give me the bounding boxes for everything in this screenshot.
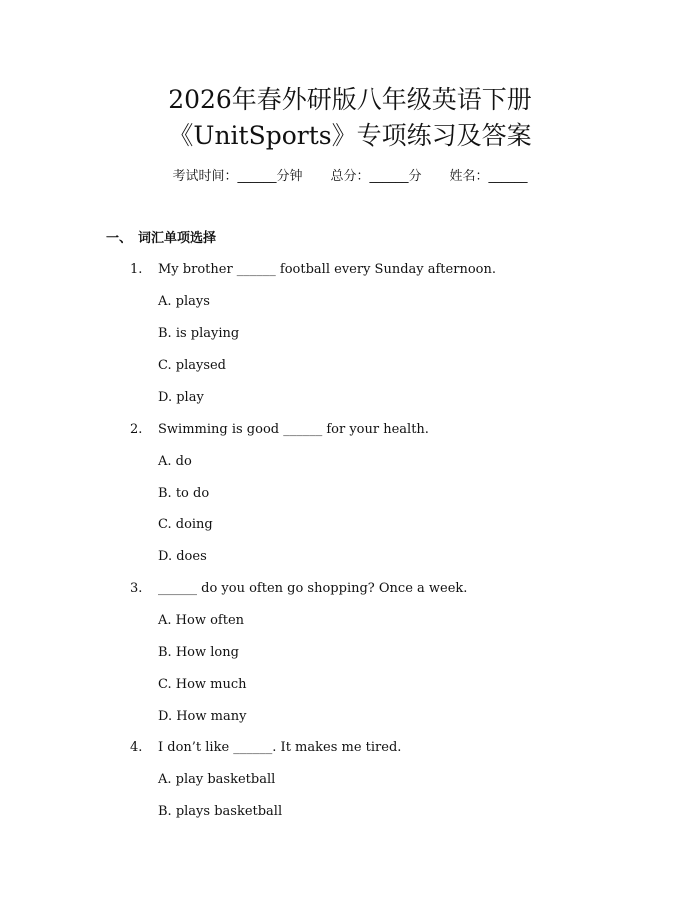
option-1c: C. playsed [158,358,227,373]
section-heading [106,230,216,248]
doc-title-line1: 2026年春外研版八年级英语下册 [168,85,532,114]
option-3c: C. How much [158,677,247,692]
time-field: 考试时间：______分钟 [172,169,303,184]
option-2c: C. doing [158,517,213,532]
option-1a: A. plays [158,294,210,309]
option-3b: B. How long [158,645,239,660]
option-4a: A. play basketball [158,772,276,787]
question-1 [130,261,496,279]
question-2 [130,421,429,439]
option-1d: D. play [158,390,204,405]
question-number: 4. [130,740,143,755]
option-2b: B. to do [158,486,210,501]
question-number: 3. [130,581,143,596]
question-number: 2. [130,422,143,437]
section-number: 一、 [106,231,133,246]
section-title: 词汇单项选择 [138,231,217,246]
question-text: ______ do you often go shopping? Once a week. [158,581,468,596]
question-text: My brother ______ football every Sunday afternoon. [158,262,496,277]
doc-title-line2: 《UnitSports》专项练习及答案 [168,121,532,150]
question-3 [130,580,467,598]
question-number: 1. [130,262,143,277]
option-2a: A. do [158,454,192,469]
option-4b: B. plays basketball [158,804,283,819]
name-field: 姓名：______ [449,169,528,184]
score-field: 总分：______分 [330,169,422,184]
option-1b: B. is playing [158,326,240,341]
question-text: I don’t like ______. It makes me tired. [158,740,402,755]
option-2d: D. does [158,549,207,564]
question-4 [130,739,401,757]
option-3a: A. How often [158,613,245,628]
exam-meta [0,168,700,186]
option-3d: D. How many [158,709,247,724]
question-text: Swimming is good ______ for your health. [158,422,429,437]
